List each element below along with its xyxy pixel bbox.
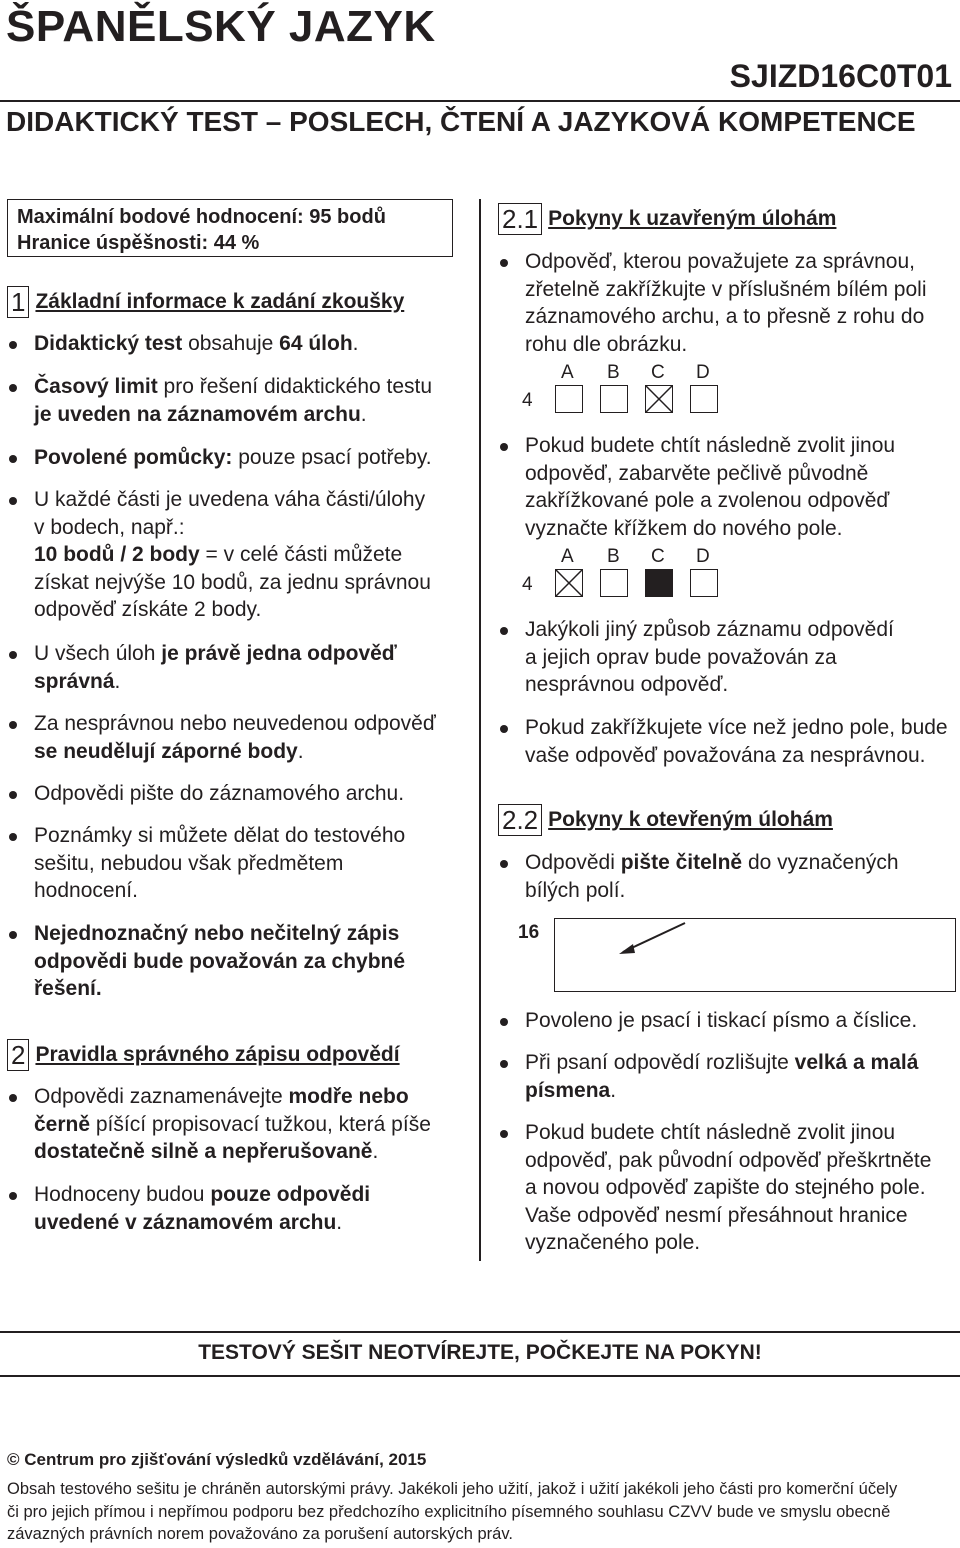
section-title: Pokyny k uzavřeným úlohám [548, 207, 837, 230]
section-2-1-heading [498, 203, 836, 235]
copyright: © Centrum pro zjišťování výsledků vzdělávání, 2015 [7, 1450, 427, 1469]
list-item: Při psaní odpovědí rozlišujte velká a malá písmena. [525, 1049, 918, 1104]
option-letter: B [607, 546, 620, 567]
list-item: Za nesprávnou nebo neuvedenou odpověď se neudělují záporné body. [34, 710, 436, 765]
bullet-icon [500, 1130, 508, 1138]
bullet-icon [500, 860, 508, 868]
bullet-icon [9, 455, 17, 463]
list-item: Časový limit pro řešení didaktického testu je uveden na záznamovém archu. [34, 373, 432, 428]
list-item: Pokud zakřížkujete více než jedno pole, bude vaše odpověď považována za nesprávnou. [525, 714, 948, 769]
answer-box-crossed [555, 569, 583, 597]
option-letter: D [696, 362, 710, 383]
bullet-icon [500, 1018, 508, 1026]
answer-box [555, 385, 583, 413]
bullet-icon [9, 341, 17, 349]
option-letter: C [651, 362, 665, 383]
cross-icon [556, 570, 582, 596]
bullet-icon [9, 384, 17, 392]
bullet-icon [9, 721, 17, 729]
list-item: Jakýkoli jiný způsob záznamu odpovědí a jejich oprav bude považován za nesprávnou odpověď. [525, 616, 894, 699]
option-letter: C [651, 546, 665, 567]
list-item: U všech úloh je právě jedna odpověď správná. [34, 640, 397, 695]
bullet-icon [9, 651, 17, 659]
list-item: Odpovědi zaznamenávejte modře nebo černě píšící propisovací tužkou, která píše dostatečně silně a nepřerušovaně. [34, 1083, 431, 1166]
item-number: 16 [518, 922, 540, 943]
bullet-icon [9, 1094, 17, 1102]
column-divider [479, 199, 481, 1261]
section-title: Pokyny k otevřeným úlohám [548, 808, 833, 831]
list-item: Povolené pomůcky: pouze psací potřeby. [34, 444, 432, 472]
answer-box [690, 385, 718, 413]
list-item: Pokud budete chtít následně zvolit jinou odpověď, pak původní odpověď přeškrtněte a novou odpověď zapište do stejného pole. Vaše odpověď nesmí přesáhnout hranice vyznačeného pole. [525, 1119, 931, 1257]
bullet-icon [500, 725, 508, 733]
section-number: 1 [7, 286, 29, 318]
option-letter: B [607, 362, 620, 383]
list-item: Odpověď, kterou považujete za správnou, zřetelně zakřížkujte v příslušném bílém poli záznamového archu, a to přesně z rohu do rohu dle obrázku. [525, 248, 927, 358]
bullet-icon [9, 791, 17, 799]
section-number: 2.1 [498, 203, 542, 235]
section-2-heading [7, 1039, 400, 1071]
bullet-icon [500, 443, 508, 451]
footer-divider-top [0, 1331, 960, 1333]
item-number: 4 [522, 574, 533, 595]
bullet-icon [500, 627, 508, 635]
answer-box [600, 569, 628, 597]
section-number: 2 [7, 1039, 29, 1071]
list-item: Hodnoceny budou pouze odpovědi uvedené v záznamovém archu. [34, 1181, 370, 1236]
option-letter: A [561, 546, 574, 567]
pass-threshold: Hranice úspěšnosti: 44 % [17, 232, 260, 254]
answer-box [600, 385, 628, 413]
bullet-icon [500, 259, 508, 267]
option-letter: A [561, 362, 574, 383]
score-box [7, 199, 453, 257]
list-item: Pokud budete chtít následně zvolit jinou odpověď, zabarvěte pečlivě původně zakřížkované pole a zvolenou odpověď vyznačte křížkem do nového pole. [525, 432, 895, 542]
test-subtitle: DIDAKTICKÝ TEST – POSLECH, ČTENÍ A JAZYKOVÁ KOMPETENCE [6, 106, 916, 137]
list-item: Povoleno je psací i tiskací písmo a číslice. [525, 1007, 917, 1035]
list-item: Nejednoznačný nebo nečitelný zápis odpovědi bude považován za chybné řešení. [34, 920, 405, 1003]
bullet-icon [9, 497, 17, 505]
list-item: U každé části je uvedena váha části/úlohy v bodech, např.: 10 bodů / 2 body = v celé části můžete získat nejvýše 10 bodů, za jednu správnou odpověď získáte 2 body. [34, 486, 431, 624]
cross-icon [646, 386, 672, 412]
section-title: Pravidla správného zápisu odpovědí [35, 1043, 400, 1066]
answer-box [690, 569, 718, 597]
footer-divider-bottom [0, 1375, 960, 1377]
answer-field [554, 918, 956, 992]
list-item: Odpovědi pište do záznamového archu. [34, 780, 404, 808]
section-1-heading [7, 286, 404, 318]
section-number: 2.2 [498, 804, 542, 836]
max-score: Maximální bodové hodnocení: 95 bodů [17, 206, 386, 228]
answer-box-filled [645, 569, 673, 597]
bullet-icon [9, 833, 17, 841]
list-item: Odpovědi pište čitelně do vyznačených bílých polí. [525, 849, 899, 904]
bullet-icon [9, 931, 17, 939]
bullet-icon [500, 1060, 508, 1068]
option-letter: D [696, 546, 710, 567]
arrow-icon [615, 921, 695, 961]
section-title: Základní informace k zadání zkoušky [35, 290, 405, 313]
header-divider [0, 100, 960, 102]
answer-box-crossed [645, 385, 673, 413]
section-2-2-heading [498, 804, 833, 836]
list-item: Poznámky si můžete dělat do testového sešitu, nebudou však předmětem hodnocení. [34, 822, 405, 905]
bullet-icon [9, 1192, 17, 1200]
page-title: ŠPANĚLSKÝ JAZYK [6, 2, 436, 51]
do-not-open-warning: TESTOVÝ SEŠIT NEOTVÍREJTE, POČKEJTE NA POKYN! [198, 1341, 762, 1364]
test-code: SJIZD16C0T01 [729, 58, 952, 94]
legal-notice: Obsah testového sešitu je chráněn autorskými právy. Jakékoli jeho užití, jakož i užití jakékoli jeho části pro komerční účely či pro jejich přímou i nepřímou podporu bez předchozího explicitního písemného souhlasu CZVV bude ve smyslu obecně závazných právních norem považováno za porušení autorských práv. [7, 1480, 898, 1543]
list-item: Didaktický test obsahuje 64 úloh. [34, 330, 359, 358]
item-number: 4 [522, 390, 533, 411]
